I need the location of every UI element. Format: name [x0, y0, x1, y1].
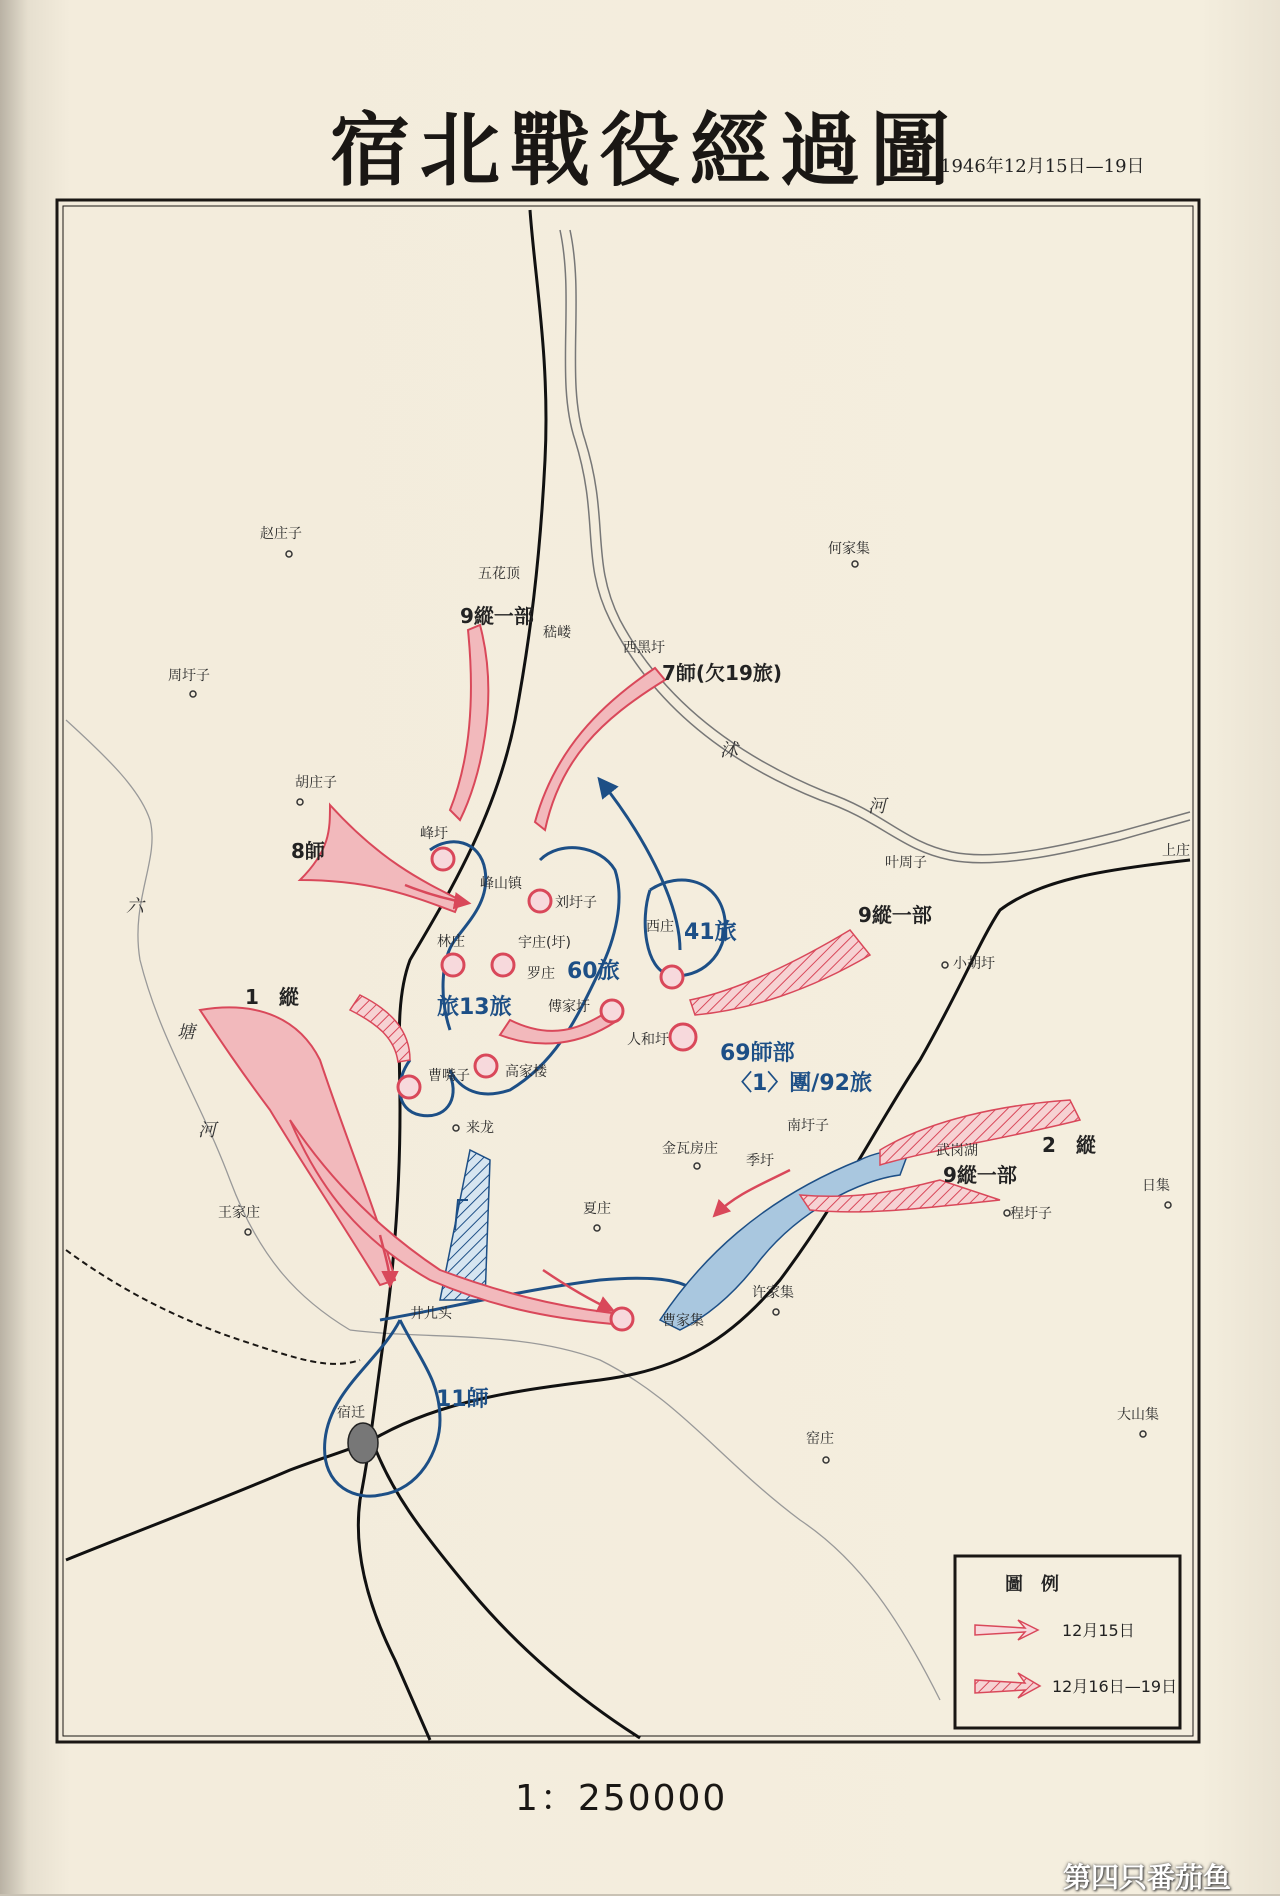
- legend-title: 圖 例: [1005, 1574, 1059, 1595]
- unit-92-brigade: 〈1〉團/92旅: [730, 1071, 872, 1096]
- unit-9-column-north: 9縱一部: [460, 604, 534, 628]
- place-jinwangfang: 金瓦房庄: [662, 1141, 718, 1157]
- unit-7-division: 7師(欠19旅): [662, 661, 783, 685]
- map-title: 宿北戰役經過圖: [330, 103, 960, 197]
- place-xiaoxu: 峰圩: [420, 826, 448, 842]
- place-wuqiaohu: 武岗湖: [936, 1143, 978, 1159]
- map-frame-outer: [57, 200, 1199, 1742]
- river-label-5: 河: [198, 1120, 216, 1141]
- map-frame-inner: [63, 206, 1193, 1736]
- place-wanjiagou: 曹嘴子: [428, 1068, 470, 1084]
- unit-1-column: 1 縱: [245, 985, 299, 1009]
- place-liuxuzi: 刘圩子: [555, 895, 597, 911]
- place-renhexu: 人和圩: [627, 1032, 669, 1048]
- place-xiazhuang: 夏庄: [583, 1201, 611, 1217]
- unit-2-column: 2 縱: [1042, 1133, 1096, 1157]
- place-jiajiaji: 傅家圩: [548, 999, 590, 1015]
- unit-41-brigade: 41旅: [684, 920, 737, 945]
- place-chengxuzi: 程圩子: [1010, 1206, 1052, 1222]
- legend: [955, 1556, 1180, 1728]
- arrow-1-column: [200, 1007, 395, 1285]
- arrow-9-column-north: [450, 625, 488, 820]
- place-yezhouzi: 叶周子: [885, 855, 927, 871]
- place-mafang: 来龙: [466, 1120, 494, 1136]
- unit-60-brigade: 60旅: [567, 959, 620, 984]
- place-xiangshan: 峰山镇: [480, 876, 522, 892]
- unit-9-column-south: 9縱一部: [943, 1163, 1017, 1187]
- place-xijia: 嵇嵝: [543, 625, 571, 641]
- unit-69-division-hq: 69師部: [720, 1041, 795, 1066]
- place-caojiaji: 曹家集: [662, 1313, 704, 1329]
- place-wuhuajing: 五花顶: [478, 566, 520, 582]
- place-linzhuang: 林庄: [437, 934, 465, 950]
- railway: [66, 210, 1190, 1740]
- watermark: 第四只番茄鱼: [1063, 1861, 1232, 1894]
- map-scale: 1：250000: [515, 1778, 728, 1819]
- blue-unit-labels: [436, 919, 872, 1412]
- river-label-3: 六: [126, 896, 144, 917]
- enemy-reinforcement-arrow: [660, 1148, 910, 1330]
- place-nanxuzi: 南圩子: [787, 1118, 829, 1134]
- suqian-town: [348, 1423, 378, 1463]
- place-zhaozhuang: 赵庄子: [260, 526, 302, 542]
- place-xiquzhuang: 西庄: [646, 919, 674, 935]
- legend-label-15dec: 12月15日: [1062, 1621, 1135, 1640]
- unit-11-division: 11師: [436, 1387, 489, 1412]
- place-gaojialou: 高家楼: [505, 1064, 547, 1080]
- place-wanzhuang: 窑庄: [806, 1431, 834, 1447]
- place-riji: 日集: [1142, 1178, 1170, 1194]
- place-xizhuang: 宇庄(圩): [518, 935, 571, 951]
- unit-13-brigade: 旅13旅: [437, 995, 512, 1020]
- date-range: 1946年12月15日—19日: [940, 156, 1145, 177]
- place-xiaoliji: 小胡圩: [953, 956, 995, 972]
- river-shu: [560, 230, 1190, 863]
- river-label-1: 沭: [720, 740, 738, 761]
- place-jingertou: 井儿头: [410, 1306, 452, 1322]
- place-zhoujiaxi: 周圩子: [168, 668, 210, 684]
- unit-9-column-east: 9縱一部: [858, 903, 932, 927]
- place-xujiaji: 许家集: [752, 1285, 794, 1301]
- place-hejiaji: 何家集: [828, 541, 870, 557]
- place-dashanji: 大山集: [1117, 1407, 1159, 1423]
- legend-label-16-19dec: 12月16日—19日: [1052, 1677, 1178, 1696]
- place-suqian: 宿迁: [337, 1405, 365, 1421]
- arrow-7-division: [535, 668, 665, 830]
- unit-8-division: 8師: [291, 839, 325, 863]
- place-xiguanxu: 西黑圩: [623, 640, 665, 656]
- place-wangjiaji: 王家庄: [218, 1205, 260, 1221]
- place-luozhuang: 罗庄: [527, 966, 555, 982]
- place-shangzhuang: 上庄: [1162, 843, 1190, 859]
- place-liuzhuangzi: 胡庄子: [295, 775, 337, 791]
- arrow-luo-zhuang: [500, 1010, 615, 1044]
- place-jixu: 季圩: [746, 1153, 774, 1169]
- river-label-2: 河: [868, 796, 886, 817]
- river-label-4: 塘: [177, 1022, 195, 1043]
